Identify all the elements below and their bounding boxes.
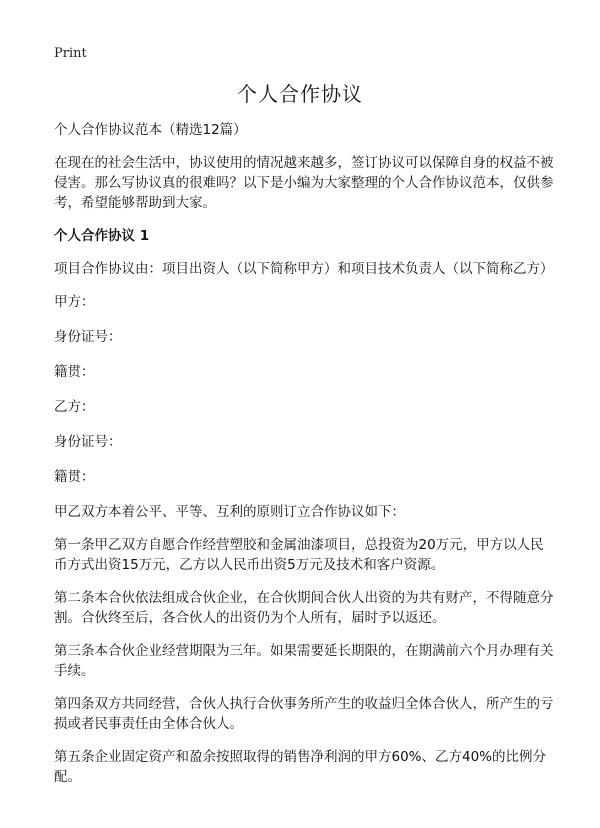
intro-paragraph: 在现在的社会生活中，协议使用的情况越来越多，签订协议可以保障自身的权益不被侵害。那么写协议真的很难吗？以下是小编为大家整理的个人合作协议范本，仅供参考，希望能够帮助到大家。 — [54, 155, 554, 211]
article-5: 第五条企业固定资产和盈余按照取得的销售净利润的甲方60%、乙方40%的比例分配。 — [54, 749, 547, 785]
party-a-origin-field: 籍贯： — [54, 364, 95, 380]
document-subtitle: 个人合作协议范本（精选12篇） — [54, 122, 247, 138]
preamble-paragraph: 项目合作协议由：项目出资人（以下简称甲方）和项目技术负责人（以下简称乙方） — [54, 261, 554, 277]
print-link[interactable]: Print — [54, 46, 87, 61]
party-b-field: 乙方： — [54, 399, 95, 415]
party-a-field: 甲方： — [54, 294, 95, 310]
document-title: 个人合作协议 — [237, 82, 363, 106]
article-1: 第一条甲乙双方自愿合作经营塑胶和金属油漆项目，总投资为20万元，甲方以人民币方式出资15万元，乙方以人民币出资5万元及技术和客户资源。 — [54, 537, 544, 573]
section-heading: 个人合作协议 1 — [54, 228, 150, 244]
party-b-id-field: 身份证号： — [54, 434, 122, 450]
party-b-origin-field: 籍贯： — [54, 469, 95, 485]
document-body — [54, 120, 554, 800]
article-3: 第三条本合伙企业经营期限为三年。如果需要延长期限的，在期满前六个月办理有关手续。 — [54, 643, 554, 679]
article-2: 第二条本合伙依法组成合伙企业，在合伙期间合伙人出资的为共有财产，不得随意分割。合伙终至后，各合伙人的出资仍为个人所有，届时予以返还。 — [54, 590, 554, 626]
agreement-intro: 甲乙双方本着公平、平等、互利的原则订立合作协议如下： — [54, 504, 405, 520]
article-4: 第四条双方共同经营，合伙人执行合伙事务所产生的收益归全体合伙人，所产生的亏损或者民事责任由全体合伙人。 — [54, 696, 554, 732]
party-a-id-field: 身份证号： — [54, 329, 122, 345]
